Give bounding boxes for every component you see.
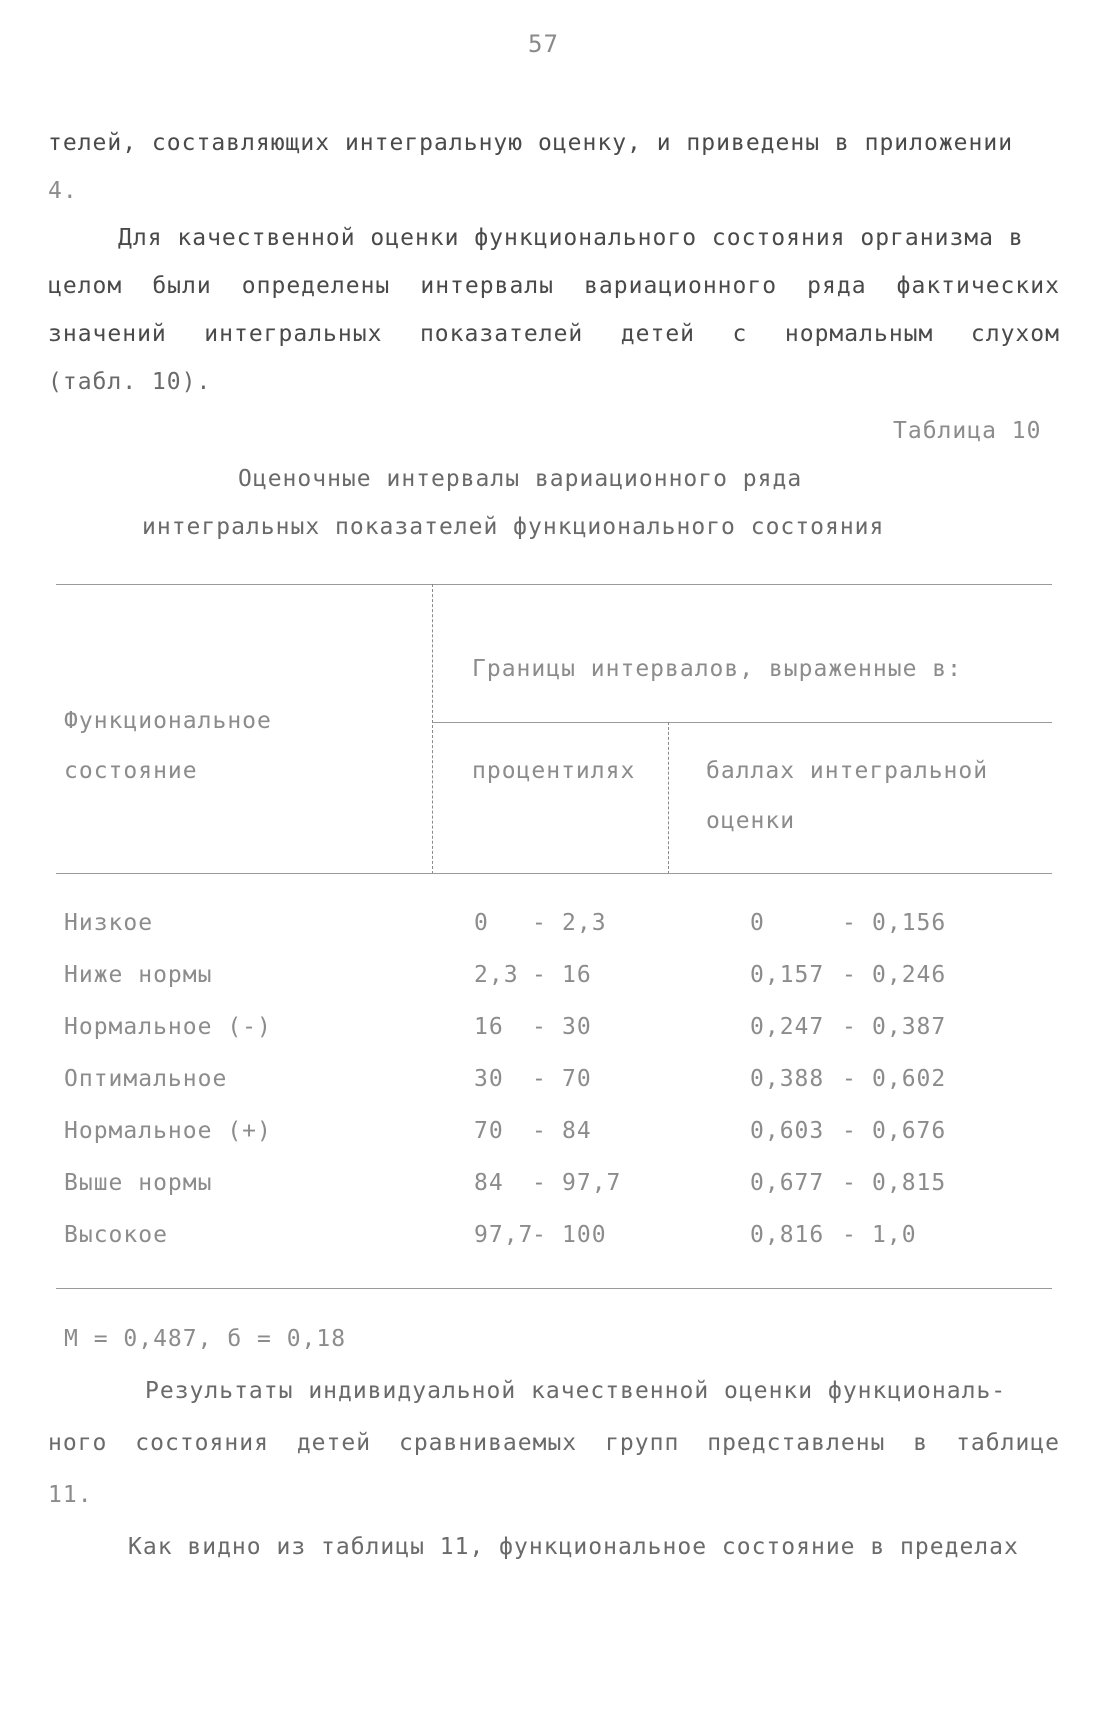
row-percentile-to: 16 xyxy=(562,962,592,988)
row-state: Выше нормы xyxy=(64,1170,213,1196)
row-score-from: 0,816 xyxy=(750,1222,825,1248)
row-score-to: 0,387 xyxy=(872,1014,947,1040)
row-percentile-dash: - xyxy=(532,1170,547,1196)
row-score-dash: - xyxy=(842,1170,857,1196)
row-score-from: 0,157 xyxy=(750,962,825,988)
table-bottom-rule xyxy=(56,1288,1052,1289)
word: определены xyxy=(241,273,391,299)
row-score-to: 0,156 xyxy=(872,910,947,936)
row-score-from: 0,603 xyxy=(750,1118,825,1144)
table-header-sub1: процентилях xyxy=(472,758,636,784)
table-top-rule xyxy=(56,584,1052,585)
row-state: Нормальное (-) xyxy=(64,1014,272,1040)
row-percentile-dash: - xyxy=(532,1014,547,1040)
row-score-to: 0,246 xyxy=(872,962,947,988)
word: целом xyxy=(48,273,123,299)
para2-line-1: Результаты индивидуальной качественной оценки функциональ- xyxy=(145,1378,1007,1404)
table-header-sub2-line-1: баллах интегральной xyxy=(706,758,989,784)
table-title-line-1: Оценочные интервалы вариационного ряда xyxy=(238,466,803,492)
word: вариационного xyxy=(584,273,778,299)
word: слухом xyxy=(970,321,1060,347)
table-col1-divider xyxy=(432,584,433,874)
row-score-dash: - xyxy=(842,962,857,988)
row-score-to: 0,602 xyxy=(872,1066,947,1092)
para1-line-1: Для качественной оценки функционального состояния организма в xyxy=(118,225,1024,251)
row-state: Нормальное (+) xyxy=(64,1118,272,1144)
row-percentile-from: 97,7 xyxy=(474,1222,534,1248)
page-number: 57 xyxy=(528,30,559,58)
word: ного xyxy=(48,1430,108,1456)
table-header-sub2-line-2: оценки xyxy=(706,808,796,834)
para3-line-1: Как видно из таблицы 11, функциональное состояние в пределах xyxy=(128,1534,1019,1560)
row-score-to: 1,0 xyxy=(872,1222,917,1248)
word: в xyxy=(913,1430,929,1456)
row-percentile-from: 30 xyxy=(474,1066,504,1092)
word: интегральных xyxy=(204,321,383,347)
word: состояния xyxy=(135,1430,269,1456)
word: значений xyxy=(48,321,167,347)
row-percentile-dash: - xyxy=(532,910,547,936)
para1-line-2 xyxy=(48,273,1060,299)
word: ряда xyxy=(807,273,867,299)
row-percentile-from: 0 xyxy=(474,910,489,936)
para1-line-4: (табл. 10). xyxy=(48,369,212,395)
row-score-from: 0,677 xyxy=(750,1170,825,1196)
word: были xyxy=(152,273,212,299)
row-score-from: 0,247 xyxy=(750,1014,825,1040)
row-percentile-from: 84 xyxy=(474,1170,504,1196)
table-header-col1-line-1: Функциональное xyxy=(64,708,272,734)
row-percentile-from: 16 xyxy=(474,1014,504,1040)
row-percentile-to: 2,3 xyxy=(562,910,607,936)
row-score-dash: - xyxy=(842,1014,857,1040)
table-title-line-2: интегральных показателей функционального состояния xyxy=(142,514,885,540)
row-percentile-from: 2,3 xyxy=(474,962,519,988)
row-score-from: 0,388 xyxy=(750,1066,825,1092)
intro-line-1: телей, составляющих интегральную оценку, и приведены в приложении xyxy=(48,130,1014,156)
row-percentile-to: 100 xyxy=(562,1222,607,1248)
para2-line-3: 11. xyxy=(48,1482,93,1508)
row-score-to: 0,676 xyxy=(872,1118,947,1144)
table-header-divider xyxy=(433,722,1052,723)
row-score-dash: - xyxy=(842,910,857,936)
row-state: Низкое xyxy=(64,910,154,936)
word: сравниваемых xyxy=(398,1430,578,1456)
row-percentile-dash: - xyxy=(532,1118,547,1144)
word: таблице xyxy=(956,1430,1060,1456)
para2-line-2 xyxy=(48,1430,1060,1456)
row-percentile-dash: - xyxy=(532,962,547,988)
row-percentile-to: 84 xyxy=(562,1118,592,1144)
word: с xyxy=(732,321,748,347)
table-header-col1-line-2: состояние xyxy=(64,758,198,784)
row-percentile-dash: - xyxy=(532,1066,547,1092)
row-state: Оптимальное xyxy=(64,1066,228,1092)
row-state: Ниже нормы xyxy=(64,962,213,988)
word: групп xyxy=(605,1430,680,1456)
row-percentile-from: 70 xyxy=(474,1118,504,1144)
table-col2-divider xyxy=(668,722,669,874)
word: фактических xyxy=(896,273,1060,299)
row-score-dash: - xyxy=(842,1066,857,1092)
row-score-dash: - xyxy=(842,1118,857,1144)
row-state: Высокое xyxy=(64,1222,168,1248)
table-header-group: Границы интервалов, выраженные в: xyxy=(472,656,962,682)
row-percentile-to: 97,7 xyxy=(562,1170,622,1196)
row-percentile-dash: - xyxy=(532,1222,547,1248)
table-header-bottom-rule xyxy=(56,873,1052,874)
word: детей xyxy=(620,321,696,347)
row-score-dash: - xyxy=(842,1222,857,1248)
row-percentile-to: 70 xyxy=(562,1066,592,1092)
intro-line-2: 4. xyxy=(48,178,78,204)
stats-note: M = 0,487, б = 0,18 xyxy=(64,1326,347,1352)
word: детей xyxy=(296,1430,372,1456)
word: представлены xyxy=(707,1430,886,1456)
word: нормальным xyxy=(784,321,934,347)
row-score-from: 0 xyxy=(750,910,765,936)
row-percentile-to: 30 xyxy=(562,1014,592,1040)
para1-line-3 xyxy=(48,321,1060,347)
row-score-to: 0,815 xyxy=(872,1170,947,1196)
table-caption-number: Таблица 10 xyxy=(893,418,1042,444)
word: показателей xyxy=(419,321,584,347)
word: интервалы xyxy=(420,273,554,299)
